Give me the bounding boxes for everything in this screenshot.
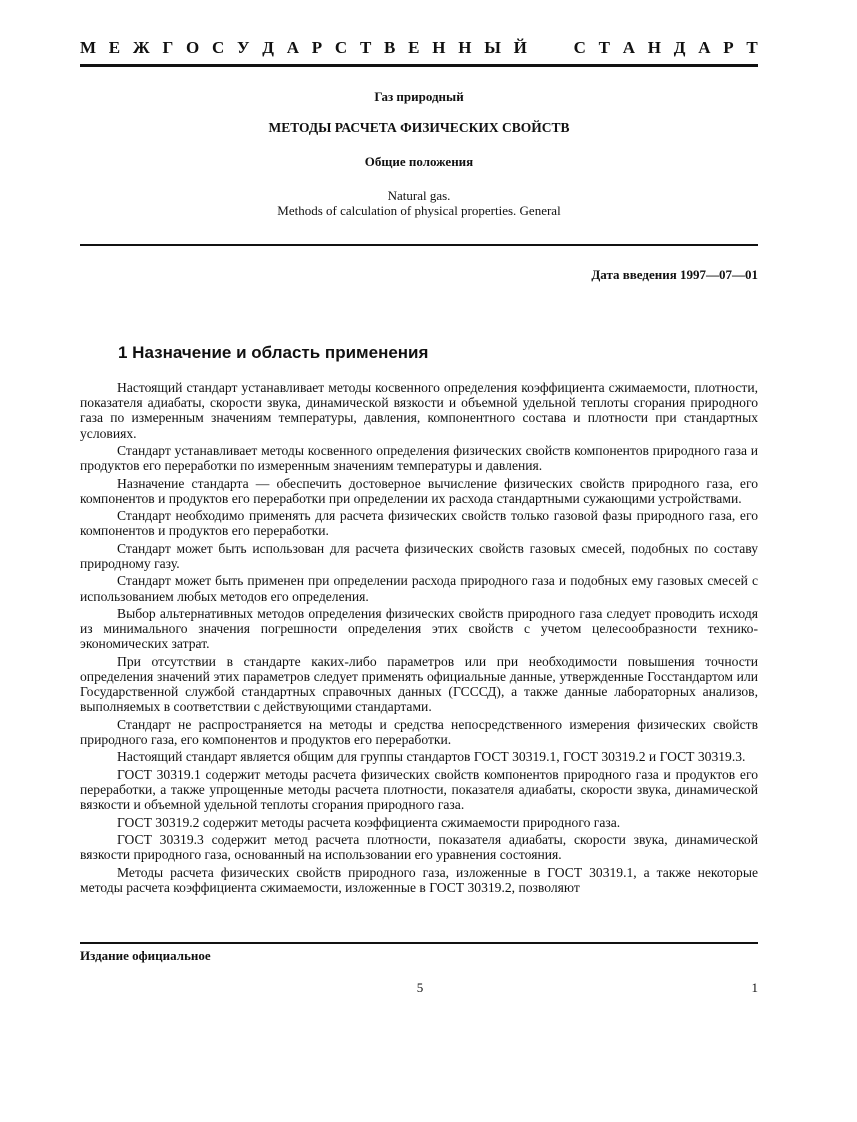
header-letter: Н (432, 38, 446, 57)
header-letter: Р (311, 38, 323, 57)
header-letter: Д (262, 38, 274, 57)
header-letter: Ж (132, 38, 150, 57)
edition-label: Издание официальное (80, 948, 211, 963)
page-number-center: 5 (416, 980, 424, 995)
paragraph: Выбор альтернативных методов определения физических свойств природного газа следует проводить исходя из минимального значения погрешности определения этих свойств с учетом целесообразности технико-экономических затрат. (80, 605, 758, 652)
paragraph: Стандарт не распространяется на методы и средства непосредственного измерения физических свойств природного газа, его компонентов и продуктов его переработки. (80, 716, 758, 747)
header-letter: Н (647, 38, 662, 57)
header-letter: Р (723, 38, 734, 57)
header-letter: Д (673, 38, 686, 57)
english-title-1: Natural gas. (387, 188, 451, 203)
paragraph: ГОСТ 30319.1 содержит методы расчета физических свойств компонентов природного газа и продуктов его переработки, а также упрощенные методы расчета плотности, показателя адиабаты, скорости звука, динамической вязкости и объемной удельной теплоты сгорания природного газа. (80, 766, 758, 813)
header-letter: С (573, 38, 586, 57)
header-letter: Т (359, 38, 372, 57)
header-letter: А (286, 38, 300, 57)
paragraph: Назначение стандарта — обеспечить достоверное вычисление физических свойств природного газа, его компонентов и продуктов его переработки при определении их расхода стандартными сужающими устройствами. (80, 475, 758, 506)
paragraph: Стандарт устанавливает методы косвенного определения физических свойств компонентов природного газа и продуктов его переработки по измеренным значениям температуры и давления. (80, 443, 758, 474)
header-letter: А (622, 38, 636, 57)
header-letter: Й (513, 38, 527, 57)
header-letter: Т (598, 38, 610, 57)
header-letter: А (698, 38, 711, 57)
paragraph: При отсутствии в стандарте каких-либо параметров или при необходимости повышения точности определения значений этих параметров следует применять официальные данные, утвержденные Госстандартом или Государственной службой стандартных справочных данных (ГСССД), а также данные лабораторных анализов, выполняемых в соответствии с действующими стандартами. (80, 653, 758, 715)
header-letter: Е (108, 38, 121, 57)
paragraph: ГОСТ 30319.2 содержит методы расчета коэффициента сжимаемости природного газа. (117, 814, 621, 830)
effective-date: Дата введения 1997—07—01 (591, 267, 758, 282)
header-letter: Т (746, 38, 758, 57)
header-letter (540, 38, 544, 58)
page-number-right: 1 (751, 980, 758, 995)
header-letter (557, 38, 561, 58)
header-letter: С (212, 38, 225, 57)
header-rule (80, 64, 758, 67)
english-title-2: Methods of calculation of physical properties. General (277, 203, 561, 218)
paragraph: Стандарт может быть применен при определении расхода природного газа и подобных ему газовых смесей с использованием любых методов его определения. (80, 573, 758, 604)
header-letter: Ы (484, 38, 501, 57)
header-letter: В (384, 38, 396, 57)
paragraph: Настоящий стандарт является общим для группы стандартов ГОСТ 30319.1, ГОСТ 30319.2 и ГОСТ 30319.3. (117, 749, 746, 765)
header-letter: М (80, 38, 97, 57)
header-letter: Н (458, 38, 472, 57)
paragraph: ГОСТ 30319.3 содержит метод расчета плотности, показателя адиабаты, скорости звука, динамической вязкости природного газа, основанный на использовании его уравнения состояния. (80, 831, 758, 863)
header-letter: У (237, 38, 250, 57)
title-line-1: Газ природный (374, 89, 464, 104)
body-text (80, 380, 758, 897)
paragraph: Стандарт необходимо применять для расчета физических свойств только газовой фазы природного газа, его компонентов и продуктов его переработки. (80, 508, 758, 539)
title-line-3: Общие положения (364, 154, 474, 169)
title-line-2: МЕТОДЫ РАСЧЕТА ФИЗИЧЕСКИХ СВОЙСТВ (268, 120, 570, 135)
header-letter: С (334, 38, 348, 57)
standard-header (80, 38, 758, 58)
header-letter: О (186, 38, 200, 57)
paragraph: Стандарт может быть использован для расчета физических свойств газовых смесей, подобных по составу природному газу. (80, 540, 758, 571)
paragraph: Настоящий стандарт устанавливает методы косвенного определения коэффициента сжимаемости, плотности, показателя адиабаты, скорости звука, динамической вязкости и объемной удельной теплоты сгорания природного газа по измеренным значениям температуры, давления, компонентного состава и плотности при стандартных условиях. (80, 380, 758, 441)
paragraph: Методы расчета физических свойств природного газа, изложенные в ГОСТ 30319.1, а также некоторые методы расчета коэффициента сжимаемости, изложенные в ГОСТ 30319.2, позволяют (80, 864, 758, 895)
header-letter: Г (162, 38, 174, 57)
header-letter: Е (408, 38, 420, 57)
section-heading: 1 Назначение и область применения (118, 343, 429, 362)
title-rule (80, 244, 758, 246)
footer-rule (80, 942, 758, 944)
